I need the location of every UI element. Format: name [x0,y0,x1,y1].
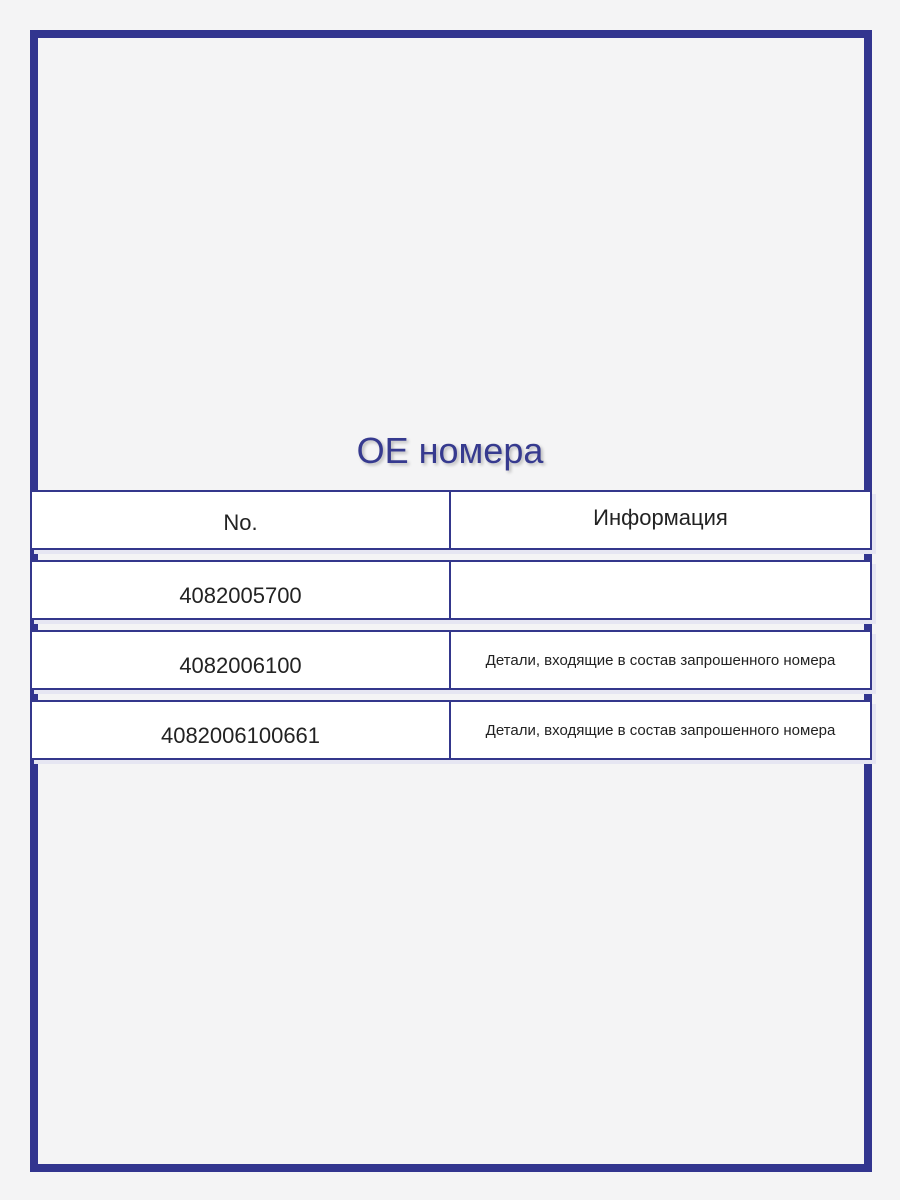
oe-number-cell: 4082006100 [32,632,451,688]
column-header-info: Информация [593,504,728,530]
oe-number-cell: 4082005700 [32,562,451,618]
table-header-row [30,490,872,550]
oe-numbers-table [30,490,872,770]
info-cell: Детали, входящие в состав запрошенного номера [485,651,836,669]
oe-number-cell: 4082006100661 [32,702,451,758]
table-row [30,630,872,690]
info-cell [451,562,870,618]
info-cell: Детали, входящие в состав запрошенного номера [485,721,836,739]
table-row [30,700,872,760]
column-header-no: No. [32,492,451,548]
page-title: OE номера [356,430,544,471]
table-row [30,560,872,620]
